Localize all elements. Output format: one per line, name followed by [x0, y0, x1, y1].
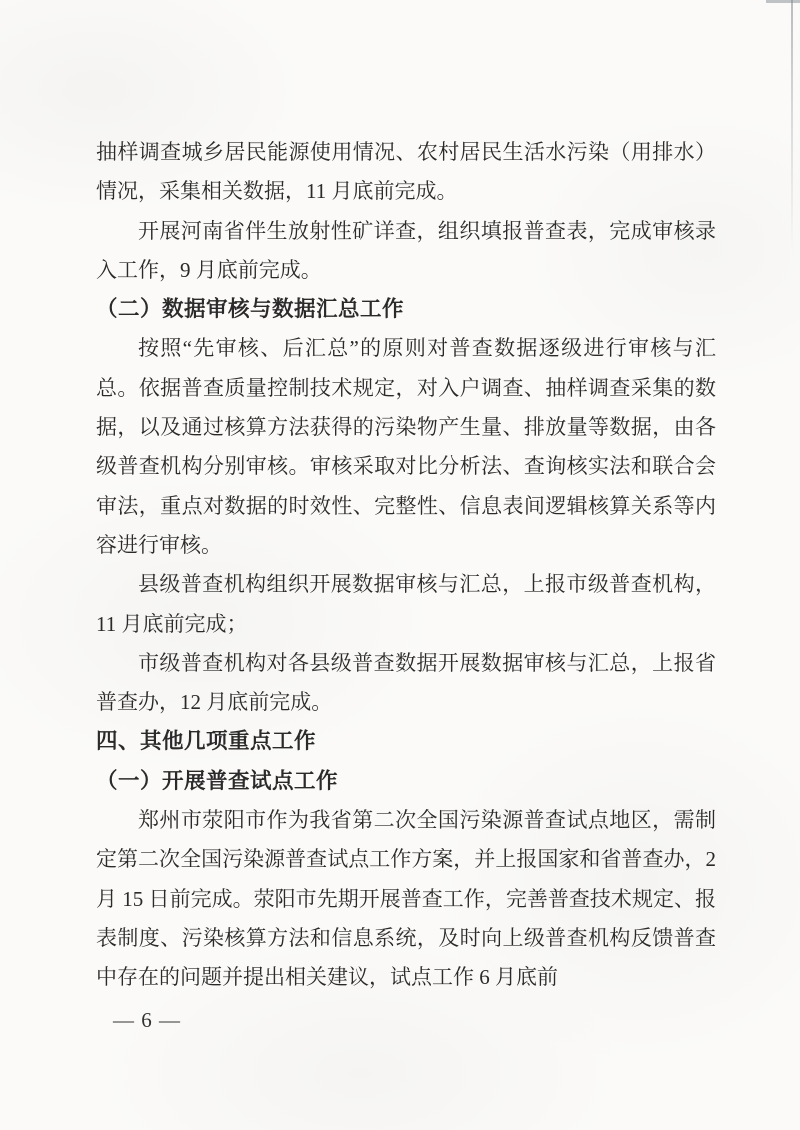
paragraph: 抽样调查城乡居民能源使用情况、农村居民生活水污染（用排水）情况，采集相关数据，11 月底前完成。 — [96, 140, 716, 204]
paragraph: 按照“先审核、后汇总”的原则对普查数据逐级进行审核与汇总。依据普查质量控制技术规定，对入户调查、抽样调查采集的数据，以及通过核算方法获得的污染物产生量、排放量等数据，由各级普查机构分别审核。审核采取对比分析法、查询核实法和联合会审法，重点对数据的时效性、完整性、信息表间逻辑核算关系等内容进行审核。 — [96, 336, 716, 557]
paragraph: 市级普查机构对各县级普查数据开展数据审核与汇总，上报省普查办，12 月底前完成。 — [96, 650, 716, 715]
section-heading: （一）开展普查试点工作 — [96, 768, 339, 793]
paragraph: 县级普查机构组织开展数据审核与汇总，上报市级普查机构，11 月底前完成； — [96, 572, 716, 636]
page-number: — 6 — — [113, 1008, 181, 1032]
document-body — [96, 133, 716, 998]
scan-edge-artifact — [766, 0, 800, 3]
paragraph: 郑州市荥阳市作为我省第二次全国污染源普查试点地区，需制定第二次全国污染源普查试点工作方案，并上报国家和省普查办，2 月 15 日前完成。荥阳市先期开展普查工作，完善普查技术规定、报表制度、污染核算方法和信息系统，及时向上级普查机构反馈普查中存在的问题并提出相关建议，试点工作 6 月底前 — [96, 808, 716, 990]
section-heading: （二）数据审核与数据汇总工作 — [96, 297, 405, 322]
section-heading: 四、其他几项重点工作 — [96, 729, 317, 754]
paragraph: 开展河南省伴生放射性矿详查，组织填报普查表，完成审核录入工作，9 月底前完成。 — [96, 218, 716, 282]
scan-edge-artifact — [791, 0, 793, 250]
